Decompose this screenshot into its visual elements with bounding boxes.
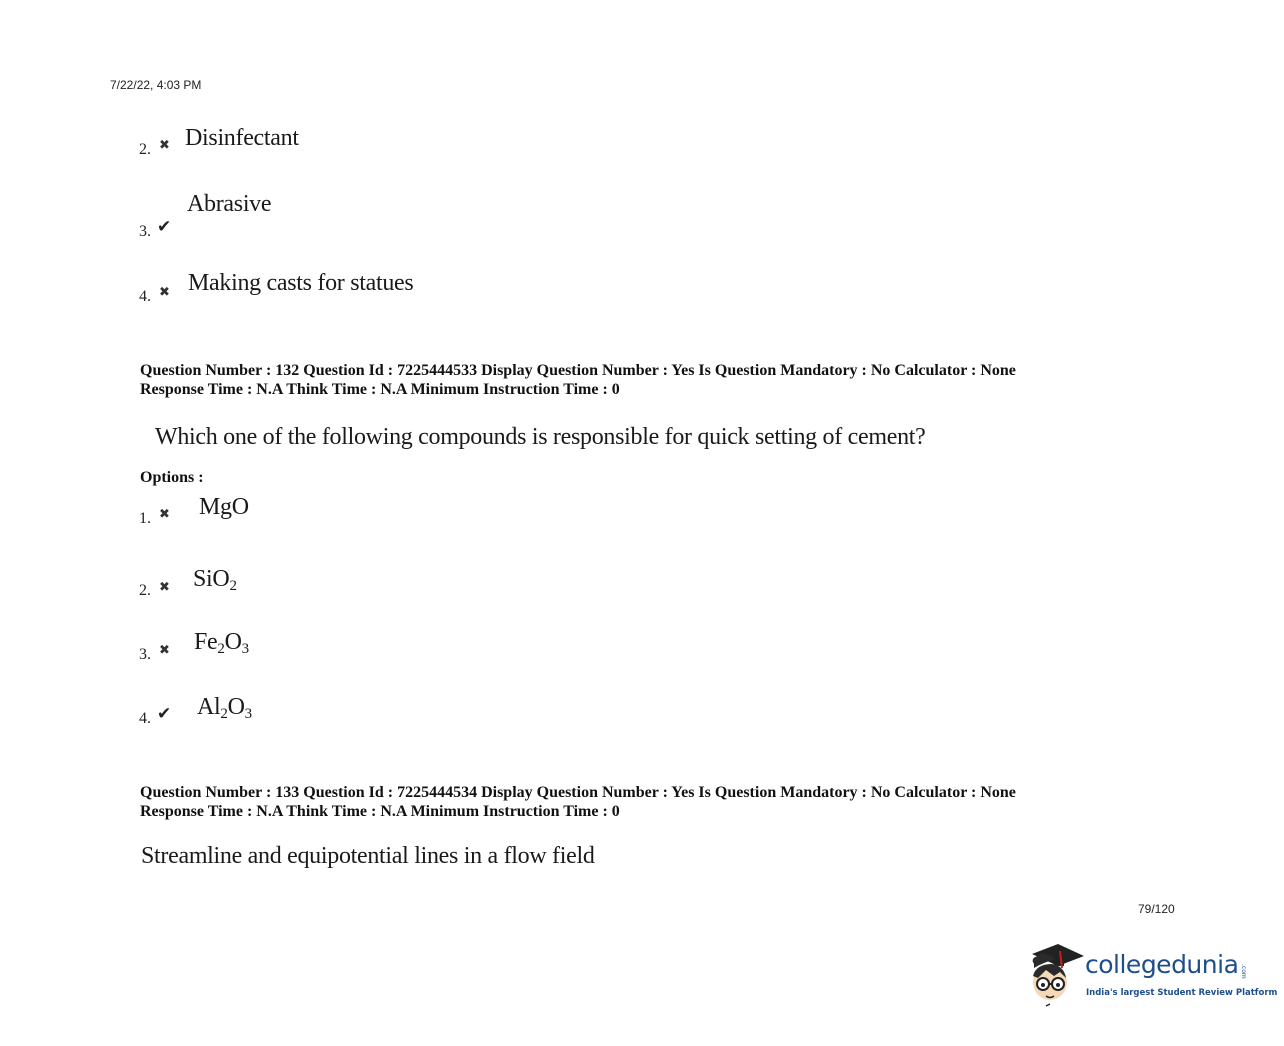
question-meta-line-2: Response Time : N.A Think Time : N.A Minimum Instruction Time : 0 bbox=[140, 381, 620, 398]
option-text: MgO bbox=[199, 494, 249, 520]
question-meta bbox=[140, 783, 1016, 821]
question-text: Which one of the following compounds is responsible for quick setting of cement? bbox=[155, 424, 926, 450]
correct-mark-icon: ✔ bbox=[157, 704, 172, 724]
option-number: 3. bbox=[139, 646, 151, 663]
wrong-mark-icon: ✖ bbox=[159, 285, 170, 300]
option-number: 2. bbox=[139, 582, 151, 599]
wrong-mark-icon: ✖ bbox=[159, 580, 170, 595]
brand-tagline: India's largest Student Review Platform bbox=[1086, 988, 1278, 998]
print-timestamp: 7/22/22, 4:03 PM bbox=[110, 78, 202, 92]
option-number: 1. bbox=[139, 510, 151, 527]
option-number: 4. bbox=[139, 710, 151, 727]
option-formula: $Al_2O_3$ bbox=[197, 694, 252, 722]
page-number: 79/120 bbox=[1138, 902, 1175, 916]
brand-name: collegedunia bbox=[1085, 950, 1239, 979]
wrong-mark-icon: ✖ bbox=[159, 507, 170, 522]
option-formula: $Fe_2O_3$ bbox=[194, 629, 249, 657]
wrong-mark-icon: ✖ bbox=[159, 138, 170, 153]
question-meta bbox=[140, 361, 1016, 399]
question-meta-line-1: Question Number : 132 Question Id : 7225444533 Display Question Number : Yes Is Question Mandatory : No Calculator : None bbox=[140, 362, 1016, 379]
option-number: 3. bbox=[139, 223, 151, 240]
question-meta-line-1: Question Number : 133 Question Id : 7225444534 Display Question Number : Yes Is Question Mandatory : No Calculator : None bbox=[140, 784, 1016, 801]
options-label: Options : bbox=[140, 469, 204, 486]
option-text: Disinfectant bbox=[185, 125, 299, 151]
question-text: Streamline and equipotential lines in a flow field bbox=[141, 843, 595, 869]
question-meta-line-2: Response Time : N.A Think Time : N.A Minimum Instruction Time : 0 bbox=[140, 803, 620, 820]
option-text: Making casts for statues bbox=[188, 270, 414, 296]
correct-mark-icon: ✔ bbox=[157, 217, 172, 237]
option-number: 2. bbox=[139, 141, 151, 158]
student-mascot-icon bbox=[1024, 938, 1086, 1008]
wrong-mark-icon: ✖ bbox=[159, 643, 170, 658]
brand-suffix: .com bbox=[1240, 964, 1247, 979]
option-text: Abrasive bbox=[187, 191, 272, 217]
option-formula: SiO$_2$ bbox=[193, 566, 237, 594]
option-number: 4. bbox=[139, 288, 151, 305]
